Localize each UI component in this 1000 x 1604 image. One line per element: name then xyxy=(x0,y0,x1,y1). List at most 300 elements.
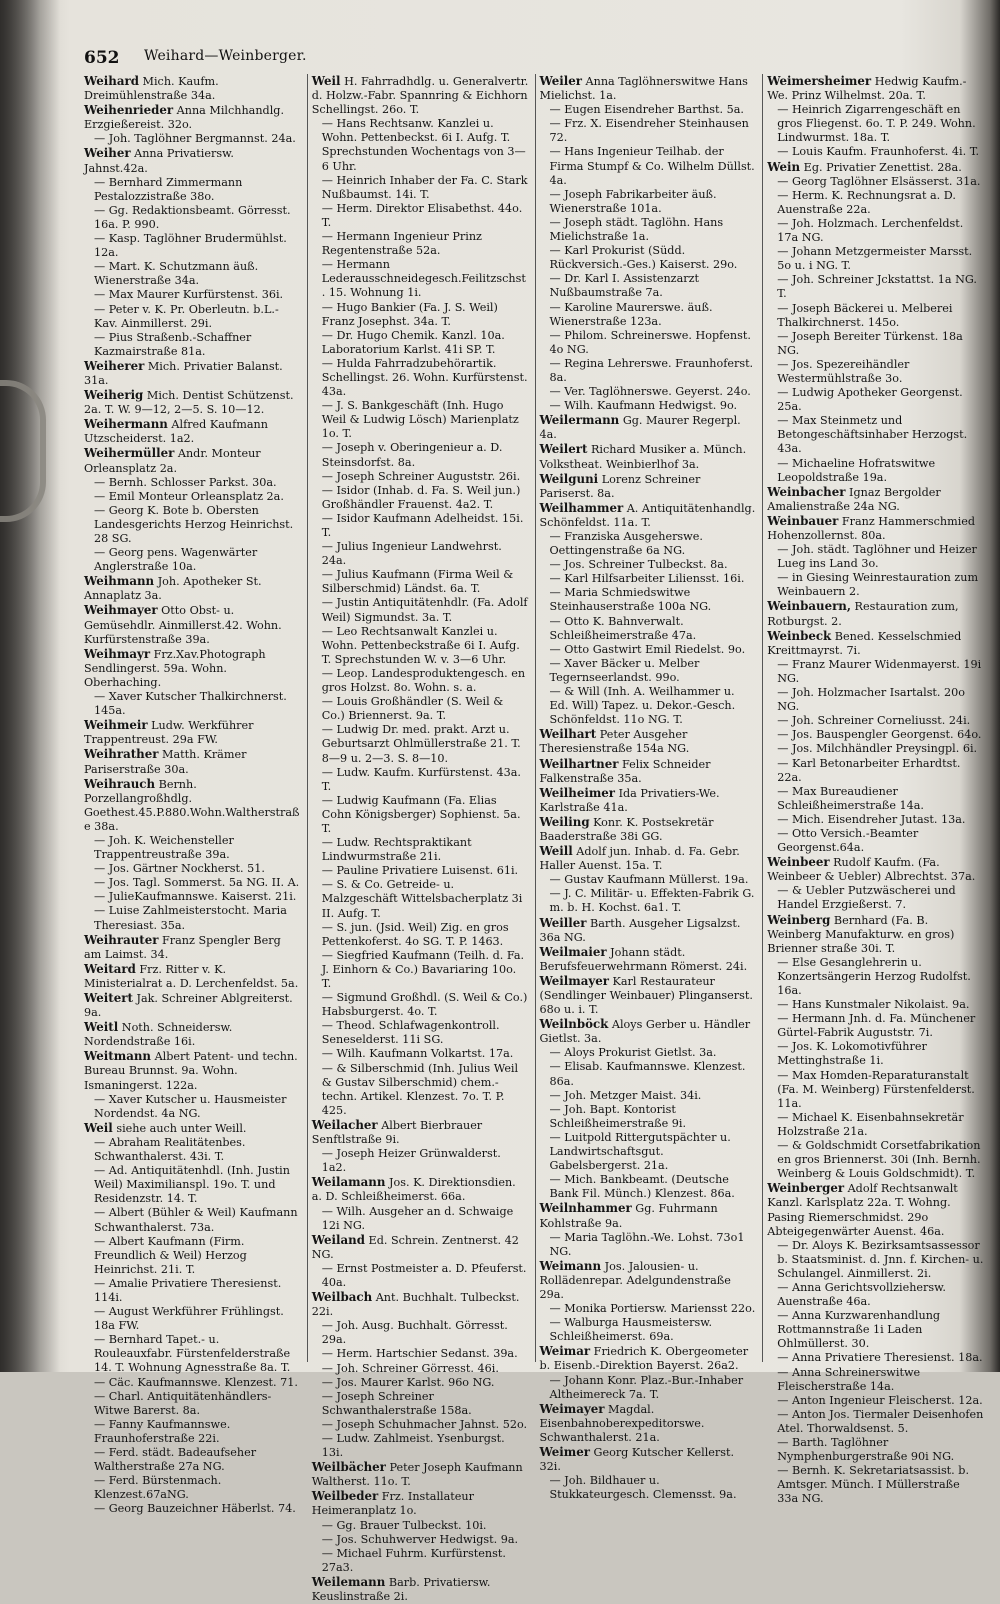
entry-details: Bernh. Porzellangroßhdlg. Goethest.45.P.880.Wohn.Waltherstraße 38a. xyxy=(84,777,300,833)
entry-details: — S. jun. (Jsid. Weil) Zig. en gros Pettenkoferst. 4o SG. T. P. 1463. xyxy=(321,920,509,948)
entry-surname: Weitard xyxy=(84,961,136,976)
entry-details: — Franz Maurer Widenmayerst. 19i NG. xyxy=(777,657,982,685)
entry-details: — Wilh. Ausgeher an d. Schwaige 12i NG. xyxy=(321,1204,514,1232)
directory-entry xyxy=(312,174,529,202)
entry-details: — Fanny Kaufmannswe. Fraunhoferstraße 22i. xyxy=(94,1417,231,1445)
directory-entry xyxy=(767,1464,984,1506)
directory-entry xyxy=(767,571,984,599)
directory-entry xyxy=(312,1432,529,1460)
directory-entry xyxy=(312,667,529,695)
entry-details: Johann städt. Berufsfeuerwehrmann Römerst. 24i. xyxy=(539,945,748,973)
directory-entry xyxy=(767,658,984,686)
entry-details: — Abraham Realitätenbes. Schwanthalerst. 43i. T. xyxy=(94,1135,246,1164)
directory-entry xyxy=(312,921,529,949)
entry-details: — Wilh. Kaufmann Hedwigst. 9o. xyxy=(549,399,738,413)
entry-details: — Karoline Maurerswe. äuß. Wienerstraße 123a. xyxy=(549,300,713,328)
directory-entry xyxy=(84,1333,301,1375)
entry-details: — Dr. Hugo Chemik. Kanzl. 10a. Laboratorium Karlst. 41i SP. T. xyxy=(321,328,505,356)
directory-entry xyxy=(767,189,984,217)
directory-entry xyxy=(84,260,301,288)
entry-details: A. Antiquitätenhandlg. Schönfeldst. 11a. T. xyxy=(539,501,756,529)
directory-entry xyxy=(312,1547,529,1575)
directory-entry xyxy=(84,890,301,904)
entry-details: Bened. Kesselschmied Kreittmayrst. 7i. xyxy=(767,629,962,657)
directory-entry xyxy=(84,747,301,776)
directory-entry xyxy=(540,74,757,103)
entry-surname: Weilert xyxy=(539,442,588,457)
entry-details: — Hans Ingenieur Teilhab. der Firma Stumpf & Co. Wilhelm Düllst. 4a. xyxy=(549,145,755,187)
entry-surname: Weihmeir xyxy=(84,718,148,733)
directory-entry xyxy=(540,357,757,385)
directory-entry xyxy=(767,485,984,514)
directory-entry xyxy=(312,258,529,300)
directory-entry xyxy=(767,175,984,189)
entry-details: — Georg K. Bote b. Obersten Landesgerichts Herzog Heinrichst. 28 SG. xyxy=(94,503,294,545)
entry-details: Alfred Kaufmann Utzscheiderst. 1a2. xyxy=(84,418,268,446)
directory-entry xyxy=(767,913,984,956)
directory-entry xyxy=(84,146,301,175)
entry-surname: Weil xyxy=(311,74,341,88)
directory-entry xyxy=(540,1259,757,1302)
directory-entry xyxy=(540,1316,757,1344)
entry-details: — J. S. Bankgeschäft (Inh. Hugo Weil & Ludwig Lösch) Marienplatz 1o. T. xyxy=(321,399,519,441)
directory-entry xyxy=(312,1262,529,1290)
entry-details: — Bernhard Tapet.- u. Rouleauxfabr. Fürstenfelderstraße 14. T. Wohnung Agnesstraße 8a. T. xyxy=(94,1333,291,1375)
directory-entry xyxy=(540,844,757,873)
directory-entry xyxy=(84,1502,301,1516)
directory-entry xyxy=(312,117,529,173)
entry-details: Adolf jun. Inhab. d. Fa. Gebr. Haller Auenst. 15a. T. xyxy=(539,845,740,873)
entry-details: — Mart. K. Schutzmann äuß. Wienerstraße 34a. xyxy=(94,260,259,288)
entry-details: — in Giesing Weinrestauration zum Weinbauern 2. xyxy=(777,571,979,599)
entry-details: — Gg. Redaktionsbeamt. Görresst. 16a. P. 990. xyxy=(94,203,291,231)
directory-entry xyxy=(84,1093,301,1121)
directory-entry xyxy=(767,1040,984,1068)
directory-entry xyxy=(312,723,529,765)
directory-entry xyxy=(767,145,984,159)
entry-surname: Weiland xyxy=(311,1232,365,1247)
entry-details: — Theod. Schlafwagenkontroll. Seneselderst. 11i SG. xyxy=(321,1019,500,1047)
entry-details: — Georg Taglöhner Elsässerst. 31a. xyxy=(777,174,981,188)
entry-details: — Mich. Eisendreher Jutast. 13a. xyxy=(777,812,966,826)
entry-details: Restauration zum, Rotburgst. 2. xyxy=(767,600,959,628)
directory-entry xyxy=(84,904,301,932)
entry-details: — Ferd. städt. Badeaufseher Waltherstraße 27a NG. xyxy=(94,1446,257,1474)
directory-entry xyxy=(84,476,301,490)
entry-details: — Jos. Bauspengler Georgenst. 64o. xyxy=(777,728,982,742)
entry-surname: Wein xyxy=(767,159,801,174)
directory-entry xyxy=(84,417,301,446)
directory-entry xyxy=(312,399,529,441)
entry-surname: Weimer xyxy=(539,1445,590,1459)
directory-entry xyxy=(84,546,301,574)
directory-entry xyxy=(767,956,984,998)
directory-entry xyxy=(767,1351,984,1365)
directory-entry xyxy=(84,504,301,546)
entry-details: — Ludwig Dr. med. prakt. Arzt u. Geburtsarzt Ohlmüllerstraße 21. T. 8—9 u. 2—3. S. 8—10. xyxy=(321,723,521,765)
directory-entry xyxy=(767,813,984,827)
entry-details: Eg. Privatier Zenettist. 28a. xyxy=(800,160,962,174)
entry-details: — Xaver Kutscher Thalkirchnerst. 145a. xyxy=(94,690,287,718)
entry-details: — Regina Lehrerswe. Fraunhoferst. 8a. xyxy=(549,356,754,384)
entry-details: — Karl Hilfsarbeiter Liliensst. 16i. xyxy=(549,572,745,586)
directory-entry xyxy=(84,1136,301,1164)
directory-entry xyxy=(767,273,984,301)
directory-entry xyxy=(540,117,757,145)
entry-details: Noth. Schneidersw. Nordendstraße 16i. xyxy=(84,1021,233,1049)
entry-details: Karl Restaurateur (Sendlinger Weinbauer) Plinganserst. 68o u. i. T. xyxy=(539,974,753,1017)
directory-entry xyxy=(84,991,301,1020)
entry-surname: Weilermann xyxy=(539,413,620,428)
directory-entry xyxy=(312,625,529,667)
entry-details: — Hans Kunstmaler Nikolaist. 9a. xyxy=(777,998,970,1012)
entry-details: — Jos. K. Lokomotivführer Mettinghstraße 1i. xyxy=(777,1040,927,1068)
entry-details: — Jos. Gärtner Nockherst. 51. xyxy=(94,862,265,876)
entry-details: — Gg. Brauer Tulbeckst. 10i. xyxy=(321,1518,487,1532)
directory-entry xyxy=(312,568,529,596)
entry-details: — Ferd. Bürstenmach. Klenzest.67aNG. xyxy=(94,1474,222,1502)
entry-details: — Dr. Karl I. Assistenzarzt Nußbaumstraße 7a. xyxy=(549,272,699,300)
directory-entry xyxy=(312,1319,529,1347)
directory-entry xyxy=(540,501,757,530)
entry-details: Mich. Dentist Schützenst. 2a. T. W. 9—12, 2—5. S. 10—12. xyxy=(84,389,294,417)
directory-entry xyxy=(540,442,757,471)
entry-details: — Ad. Antiquitätenhdl. (Inh. Justin Weil) Maximilianspl. 19o. T. und Residenzstr. 14. T. xyxy=(94,1164,290,1206)
directory-entry xyxy=(767,757,984,785)
directory-entry xyxy=(767,1408,984,1436)
entry-surname: Weinbeer xyxy=(767,855,830,870)
entry-details: Albert Bierbrauer Senftlstraße 9i. xyxy=(311,1118,483,1147)
entry-details: — Max Maurer Kurfürstenst. 36i. xyxy=(94,288,284,302)
entry-details: — Eugen Eisendreher Barthst. 5a. xyxy=(549,103,744,117)
entry-details: — Joseph Fabrikarbeiter äuß. Wienerstraße 101a. xyxy=(549,187,717,215)
directory-entry xyxy=(540,472,757,501)
entry-surname: Weiher xyxy=(84,146,131,161)
directory-entry xyxy=(84,1206,301,1234)
entry-surname: Weinbacher xyxy=(767,484,846,499)
entry-details: — Bernh. K. Sekretariatsassist. b. Amtsger. Münch. I Müllerstraße 33a NG. xyxy=(777,1464,970,1506)
entry-surname: Weilhartner xyxy=(539,756,619,771)
entry-details: Mich. Kaufm. Dreimühlenstraße 34a. xyxy=(84,75,219,103)
entry-details: Aloys Gerber u. Händler Gietlst. 3a. xyxy=(539,1018,751,1046)
entry-surname: Weihrauter xyxy=(84,932,159,947)
entry-details: Anna Milchhandlg. Erzgießereist. 32o. xyxy=(84,104,285,132)
directory-entry xyxy=(767,245,984,273)
directory-entry xyxy=(312,695,529,723)
directory-entry xyxy=(312,1233,529,1262)
entry-details: — & Will (Inh. A. Weilhammer u. Ed. Will) Tapez. u. Dekor.-Gesch. Schönfeldst. 11o NG. T. xyxy=(549,685,736,727)
entry-details: — Otto Versich.-Beamter Georgenst.64a. xyxy=(777,826,919,855)
directory-entry xyxy=(767,103,984,145)
entry-details: — Mich. Bankbeamt. (Deutsche Bank Fil. Münch.) Klenzest. 86a. xyxy=(549,1173,735,1201)
entry-details: Barth. Ausgeher Ligsalzst. 36a NG. xyxy=(539,916,741,944)
directory-entry xyxy=(540,244,757,272)
entry-surname: Weihrauch xyxy=(84,776,156,791)
entry-details: — Johann Metzgermeister Marsst. 5o u. i NG. T. xyxy=(777,245,973,273)
entry-details: — & Goldschmidt Corsetfabrikation en gros Briennerst. 30i (Inh. Bernh. Weinberg & Louis Goldschmidt). T. xyxy=(777,1139,981,1181)
directory-entry xyxy=(540,757,757,786)
entry-surname: Weitl xyxy=(84,1020,119,1035)
directory-entry xyxy=(540,1402,757,1445)
entry-details: Anna Taglöhnerswitwe Hans Mielichst. 1a. xyxy=(539,75,748,103)
entry-details: — Herm. Direktor Elisabethst. 44o. T. xyxy=(321,201,523,229)
directory-entry xyxy=(540,727,757,756)
entry-details: — Kasp. Taglöhner Brudermühlst. 12a. xyxy=(94,232,287,260)
entry-details: Franz Hammerschmied Hohenzollernst. 80a. xyxy=(767,514,976,542)
entry-details: Albert Patent- und techn. Bureau Brunnst. 9a. Wohn. Ismaningerst. 122a. xyxy=(84,1050,298,1092)
entry-details: — Elisab. Kaufmannswe. Klenzest. 86a. xyxy=(549,1060,746,1088)
directory-entry xyxy=(312,836,529,864)
entry-details: — Herm. K. Rechnungsrat a. D. Auenstraße 22a. xyxy=(777,188,956,216)
entry-details: Mich. Privatier Balanst. 31a. xyxy=(84,359,283,387)
entry-details: — Hermann Ingenieur Prinz Regentenstraße 52a. xyxy=(321,230,482,258)
entry-details: — Bernhard Zimmermann Pestalozzistraße 38o. xyxy=(94,175,243,203)
directory-entry xyxy=(312,1390,529,1418)
directory-entry xyxy=(540,1374,757,1402)
directory-entry xyxy=(767,1309,984,1351)
entry-details: Ludw. Werkführer Trappentreust. 29a FW. xyxy=(84,719,254,747)
entry-details: — Ludwig Kaufmann (Fa. Elias Cohn Königsberger) Sophienst. 5a. T. xyxy=(321,793,521,835)
entry-details: — Joh. Bapt. Kontorist Schleißheimerstraße 9i. xyxy=(549,1102,687,1130)
entry-details: — Karl Prokurist (Südd. Rückversich.-Ges.) Kaiserst. 29o. xyxy=(549,244,738,272)
directory-entry xyxy=(84,933,301,962)
entry-surname: Weiler xyxy=(539,74,582,88)
entry-details: — Leo Rechtsanwalt Kanzlei u. Wohn. Pettenbeckstraße 6i I. Aufg. T. Sprechstunden W. v. 3—6 Uhr. xyxy=(321,624,520,666)
directory-entry xyxy=(540,887,757,915)
entry-surname: Weihmann xyxy=(84,574,155,589)
directory-entry xyxy=(767,686,984,714)
entry-details: Frz. Ritter v. K. Ministerialrat a. D. Lerchenfeldst. 5a. xyxy=(84,962,299,990)
entry-details: Gg. Fuhrmann Kohlstraße 9a. xyxy=(539,1202,718,1230)
directory-entry xyxy=(84,574,301,603)
entry-details: Bernhard (Fa. B. Weinberg Manufakturw. en gros) Brienner straße 30i. T. xyxy=(767,913,955,955)
entry-details: — Aloys Prokurist Gietlst. 3a. xyxy=(549,1046,717,1060)
entry-surname: Weihmayr xyxy=(84,646,151,661)
entry-details: Georg Kutscher Kellerst. 32i. xyxy=(539,1446,735,1474)
column-4 xyxy=(762,74,984,1506)
entry-details: — Frz. X. Eisendreher Steinhausen 72. xyxy=(549,117,749,145)
entry-details: — Hugo Bankier (Fa. J. S. Weil) Franz Josephst. 34a. T. xyxy=(321,300,498,328)
entry-surname: Weitert xyxy=(84,991,133,1005)
entry-details: — Maria Taglöhn.-We. Lohst. 73o1 NG. xyxy=(549,1230,745,1258)
entry-surname: Weilmayer xyxy=(539,973,609,988)
directory-entry xyxy=(540,399,757,413)
directory-entry xyxy=(312,1519,529,1533)
directory-entry xyxy=(84,331,301,359)
directory-entry xyxy=(312,230,529,258)
entry-details: — Gustav Kaufmann Müllerst. 19a. xyxy=(549,873,749,887)
directory-entry xyxy=(312,540,529,568)
directory-entry xyxy=(84,1121,301,1136)
entry-details: — & Uebler Putzwäscherei und Handel Erzgießerst. 7. xyxy=(777,884,956,912)
entry-surname: Weiherer xyxy=(84,358,145,373)
entry-details: — Joh. Metzger Maist. 34i. xyxy=(549,1088,702,1102)
directory-entry xyxy=(767,742,984,756)
directory-entry xyxy=(767,74,984,103)
entry-details: — Joh. Ausg. Buchhalt. Görresst. 29a. xyxy=(321,1319,508,1347)
entry-details: Peter Ausgeher Theresienstraße 154a NG. xyxy=(539,728,690,756)
directory-entry xyxy=(84,359,301,388)
entry-details: — Siegfried Kaufmann (Teilh. d. Fa. J. Einhorn & Co.) Bavariaring 10o. T. xyxy=(321,948,525,990)
entry-details: — Louis Großhändler (S. Weil & Co.) Briennerst. 9a. T. xyxy=(321,695,504,723)
entry-details: — Joseph städt. Taglöhn. Hans Mielichstraße 1a. xyxy=(549,215,724,244)
directory-entry xyxy=(84,446,301,475)
entry-details: — Heinrich Zigarrengeschäft en gros Fliegenst. 6o. T. P. 249. Wohn. Lindwurmst. 18a. T. xyxy=(777,103,976,145)
entry-details: — Herm. Hartschier Sedanst. 39a. xyxy=(321,1347,518,1361)
entry-surname: Weilnböck xyxy=(539,1017,609,1032)
entry-details: — Anna Schreinerswitwe Fleischerstraße 14a. xyxy=(777,1365,921,1393)
entry-details: Peter Joseph Kaufmann Waltherst. 11o. T. xyxy=(311,1461,523,1489)
entry-details: — Julius Kaufmann (Firma Weil & Silberschmid) Ländst. 6a. T. xyxy=(321,568,514,596)
entry-details: — Otto K. Bahnverwalt. Schleißheimerstraße 47a. xyxy=(549,614,697,642)
directory-entry xyxy=(767,998,984,1012)
directory-entry xyxy=(767,1012,984,1040)
directory-entry xyxy=(767,414,984,456)
directory-entry xyxy=(767,884,984,912)
entry-details: — Anna Privatiere Theresienst. 18a. xyxy=(777,1351,983,1365)
directory-entry xyxy=(540,572,757,586)
directory-entry xyxy=(312,484,529,512)
directory-entry xyxy=(84,690,301,718)
entry-details: — Anton Ingenieur Fleischerst. 12a. xyxy=(777,1393,983,1407)
directory-entry xyxy=(767,1394,984,1408)
directory-entry xyxy=(540,272,757,300)
directory-entry xyxy=(767,827,984,855)
entry-details: — Albert Kaufmann (Firm. Freundlich & Weil) Herzog Heinrichst. 21i. T. xyxy=(94,1234,247,1276)
entry-details: Frz. Installateur Heimeranplatz 1o. xyxy=(311,1490,474,1518)
directory-entry xyxy=(84,1446,301,1474)
directory-entry xyxy=(312,596,529,624)
column-2 xyxy=(307,74,529,1604)
entry-surname: Weinberg xyxy=(767,912,831,927)
entry-details: — Anna Kurzwarenhandlung Rottmannstraße 1i Laden Ohlmüllerst. 30. xyxy=(777,1309,941,1351)
entry-details: — Max Homden-Reparaturanstalt (Fa. M. Weinberg) Fürstenfelderst. 11a. xyxy=(777,1068,975,1110)
entry-surname: Weinbauern, xyxy=(767,599,851,614)
directory-entry xyxy=(767,302,984,330)
directory-entry xyxy=(84,1474,301,1502)
directory-entry xyxy=(540,1474,757,1502)
directory-entry xyxy=(312,74,529,117)
entry-details: — Hulda Fahrradzubehörartik. Schellingst. 26. Wohn. Kurfürstenst. 43a. xyxy=(321,356,528,399)
entry-details: — Louis Kaufm. Fraunhoferst. 4i. T. xyxy=(777,145,980,159)
entry-details: — Anna Gerichtsvollziehersw. Auenstraße 46a. xyxy=(777,1280,946,1309)
directory-entry xyxy=(767,728,984,742)
entry-surname: Weihermann xyxy=(84,417,168,432)
entry-details: Matth. Krämer Pariserstraße 30a. xyxy=(84,748,247,776)
entry-surname: Weihmayer xyxy=(84,603,158,618)
entry-details: — Joseph Schreiner Schwanthalerstraße 158a. xyxy=(321,1389,472,1417)
entry-details: — Jos. Maurer Karlst. 96o NG. xyxy=(321,1375,495,1389)
entry-surname: Weimann xyxy=(539,1258,602,1273)
directory-columns xyxy=(84,74,984,1604)
entry-details: — Joh. Bildhauer u. Stukkateurgesch. Clemensst. 9a. xyxy=(549,1474,737,1502)
entry-details: — Max Bureaudiener Schleißheimerstraße 14a. xyxy=(777,784,924,812)
directory-entry xyxy=(312,202,529,230)
directory-entry xyxy=(540,916,757,945)
column-1 xyxy=(84,74,301,1516)
column-3 xyxy=(535,74,757,1502)
entry-surname: Weilemann xyxy=(311,1574,386,1589)
entry-details: Gg. Maurer Regerpl. 4a. xyxy=(539,414,741,442)
entry-details: — J. C. Militär- u. Effekten-Fabrik G. m. b. H. Kochst. 6a1. T. xyxy=(549,887,755,915)
directory-entry xyxy=(767,1139,984,1181)
directory-entry xyxy=(84,303,301,331)
entry-details: — Ludw. Rechtspraktikant Lindwurmstraße 21i. xyxy=(321,836,472,864)
entry-details: — Joh. Holzmacher Isartalst. 20o NG. xyxy=(777,686,966,714)
entry-details: Friedrich K. Obergeometer b. Eisenb.-Direktion Bayerst. 26a2. xyxy=(539,1345,749,1373)
entry-details: Ant. Buchhalt. Tulbeckst. 22i. xyxy=(311,1291,520,1319)
directory-entry xyxy=(312,512,529,540)
directory-entry xyxy=(540,1201,757,1230)
entry-details: — Michael Fuhrm. Kurfürstenst. 27a3. xyxy=(321,1546,506,1574)
entry-details: Lorenz Schreiner Pariserst. 8a. xyxy=(539,472,701,500)
directory-entry xyxy=(84,103,301,132)
directory-entry xyxy=(84,718,301,747)
entry-details: — Jos. Schuhwerver Hedwigst. 9a. xyxy=(321,1532,519,1546)
entry-details: — Jos. Tagl. Sommerst. 5a NG. II. A. xyxy=(94,876,300,890)
entry-details: — Joh. Holzmach. Lerchenfeldst. 17a NG. xyxy=(777,216,964,245)
entry-details: — Joseph Schuhmacher Jahnst. 52o. xyxy=(321,1417,528,1431)
directory-entry xyxy=(84,1235,301,1277)
entry-details: — Joh. städt. Taglöhner und Heizer Lueg ins Land 3o. xyxy=(777,543,977,571)
entry-details: — Bernh. Schlosser Parkst. 30a. xyxy=(94,475,277,489)
entry-details: Anna Privatiersw. Jahnst.42a. xyxy=(84,147,234,175)
directory-entry xyxy=(540,1046,757,1060)
binding-shadow xyxy=(0,0,60,1372)
entry-details: Joh. Apotheker St. Annaplatz 3a. xyxy=(84,575,262,603)
entry-details: — Barth. Taglöhner Nymphenburgerstraße 90i NG. xyxy=(777,1436,955,1464)
page-header xyxy=(84,44,970,70)
entry-details: Magdal. Eisenbahnoberexpeditorswe. Schwanthalerst. 21a. xyxy=(539,1402,705,1444)
directory-entry xyxy=(312,949,529,991)
entry-surname: Weihrather xyxy=(84,747,159,762)
entry-surname: Weilacher xyxy=(311,1117,378,1132)
entry-details: — Heinrich Inhaber der Fa. C. Stark Nußbaumst. 14i. T. xyxy=(321,173,528,201)
entry-details: — Ludw. Kaufm. Kurfürstenst. 43a. T. xyxy=(321,765,521,793)
entry-details: — Michael K. Eisenbahnsekretär Holzstraße 21a. xyxy=(777,1110,964,1138)
entry-surname: Weilnhammer xyxy=(539,1201,632,1216)
directory-entry xyxy=(540,1344,757,1373)
entry-details: Felix Schneider Falkenstraße 35a. xyxy=(539,757,711,785)
directory-entry xyxy=(540,329,757,357)
directory-entry xyxy=(312,878,529,920)
directory-entry xyxy=(312,1062,529,1118)
entry-details: — Anton Jos. Tiermaler Deisenhofen Atel. Thorwaldsenst. 5. xyxy=(777,1407,984,1435)
directory-entry xyxy=(312,1376,529,1390)
entry-surname: Weilguni xyxy=(539,471,599,486)
entry-details: Jos. Jalousien- u. Rollädenrepar. Adelgundenstraße 29a. xyxy=(539,1259,731,1301)
directory-entry xyxy=(312,1575,529,1604)
entry-details: — Luitpold Rittergutspächter u. Landwirtschaftsgut. Gabelsbergerst. 21a. xyxy=(549,1130,731,1173)
entry-details: — Cäc. Kaufmannswe. Klenzest. 71. xyxy=(94,1375,298,1389)
entry-details: — Philom. Schreinerswe. Hopfenst. 4o NG. xyxy=(549,328,751,356)
entry-details: Adolf Rechtsanwalt Kanzl. Karlsplatz 22a. T. Wohng. Pasing Riemerschmidst. 29o Abteigegenwärter Auenst. 46a. xyxy=(767,1182,958,1238)
entry-details: Rudolf Kaufm. (Fa. Weinbeer & Uebler) Albrechtst. 37a. xyxy=(767,856,976,884)
entry-details: — Walburga Hausmeistersw. Schleißheimerst. 69a. xyxy=(549,1316,713,1344)
directory-entry xyxy=(84,176,301,204)
directory-entry xyxy=(84,1164,301,1206)
entry-details: — Joseph Heizer Grünwalderst. 1a2. xyxy=(321,1147,501,1175)
entry-details: — & Silberschmid (Inh. Julius Weil & Gustav Silberschmid) chem.-techn. Artikel. Klenzest. 7o. T. P. 425. xyxy=(321,1061,519,1117)
directory-entry xyxy=(540,1060,757,1088)
page-clip xyxy=(0,380,46,522)
directory-entry xyxy=(540,657,757,685)
directory-entry xyxy=(767,160,984,175)
entry-details: Richard Musiker a. Münch. Volkstheat. Weinbierlhof 3a. xyxy=(539,443,747,471)
directory-entry xyxy=(767,457,984,485)
directory-entry xyxy=(540,216,757,244)
directory-entry xyxy=(84,132,301,146)
